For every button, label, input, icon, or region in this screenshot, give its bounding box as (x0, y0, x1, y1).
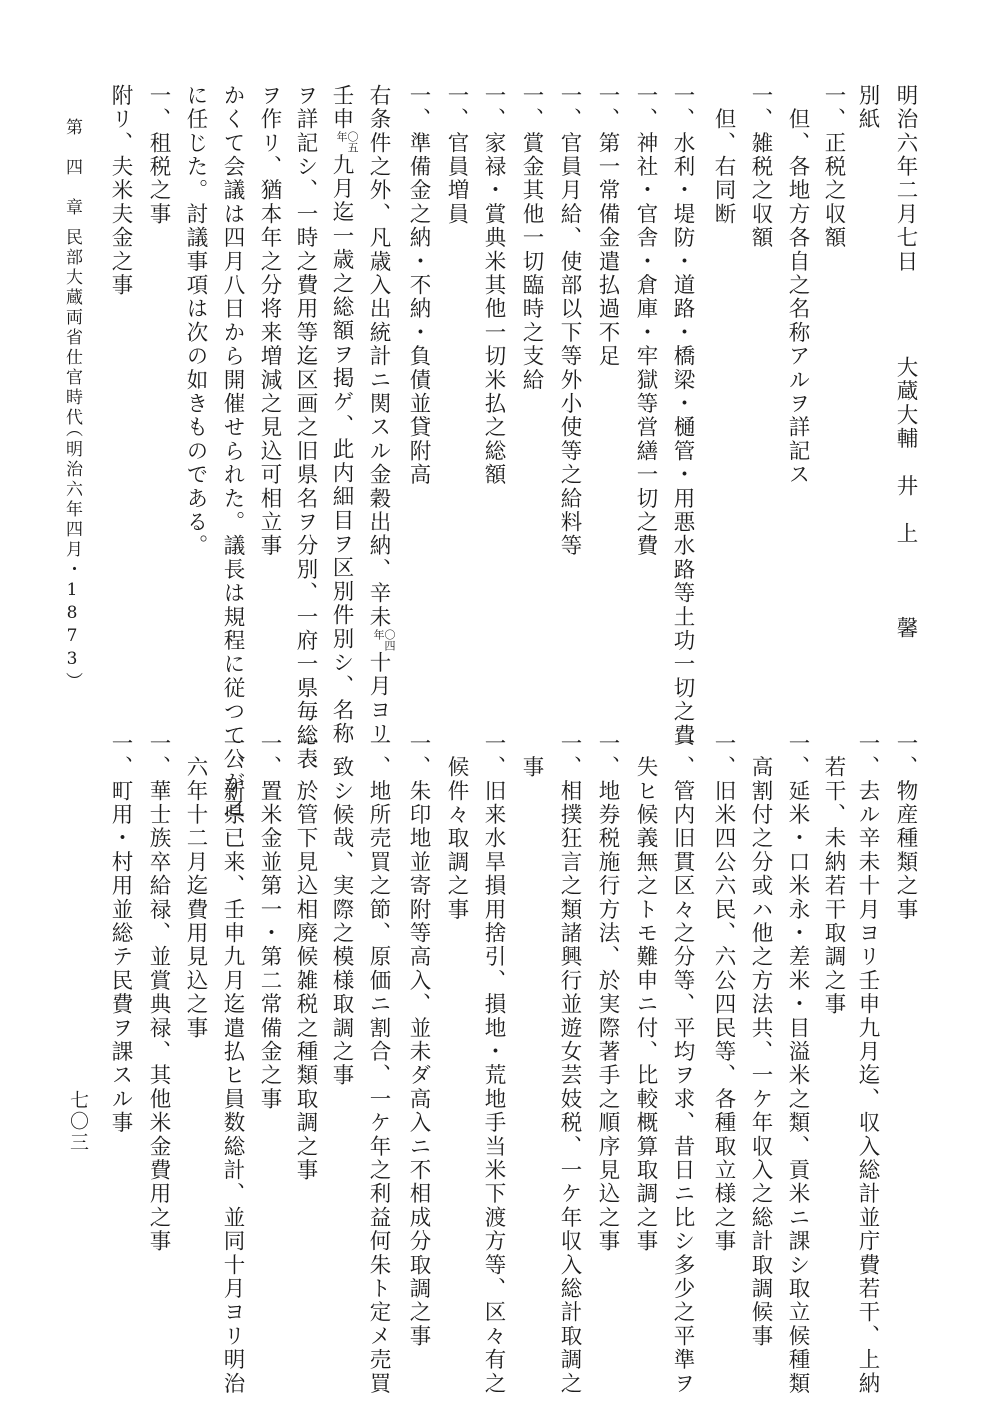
lower-line-1: 一、物産種類之事 (893, 732, 918, 922)
lower-line-19: 一、新県已来、壬申九月迄遣払ヒ員数総計、並同十月ヨリ明治 (220, 732, 245, 1396)
para-line-2 (326, 84, 358, 746)
upper-line-3: 一、雑税之収額 (748, 84, 773, 250)
agenda-item-2: 附リ、夫米夫金之事 (108, 84, 133, 298)
para-line-3: ヲ詳記シ、一時之費用等迄区画之旧県名ヲ分別、一府一県毎総表 (293, 84, 318, 772)
upper-line-7: 一、第一常備金遣払過不足 (595, 84, 620, 369)
lower-line-14: 一、朱印地並寄附等高入、並未ダ高入ニ不相成分取調之事 (406, 732, 431, 1349)
narrative-line-2: に任じた。討議事項は次の如きものである。 (183, 84, 208, 558)
narrative-line-1: かくて会議は四月八日から開催せられた。議長は規程に従つて公が之 (220, 84, 245, 819)
chapter-title: 民部大蔵両省仕官時代 (62, 228, 82, 428)
lower-line-13: 候件々取調之事 (444, 732, 469, 922)
letter-date: 明治六年二月七日 (893, 84, 918, 274)
lower-line-5: 高割付之分或ハ他之方法共、一ケ年収入之総計取調候事 (748, 732, 773, 1349)
lower-line-10: 一、相撲狂言之類諸興行並遊女芸妓税、一ケ年収入総計取調之 (557, 732, 582, 1396)
lower-line-20: 六年十二月迄費用見込之事 (183, 732, 208, 1041)
upper-line-12: 一、準備金之納・不納・負債並貸附高 (406, 84, 431, 487)
lower-line-6: 一、旧米四公六民、六公四民等、各種取立様之事 (711, 732, 736, 1254)
lower-line-7: 一、管内旧貫区々之分等、平均ヲ求、昔日ニ比シ多少之平準ヲ (670, 732, 695, 1396)
agenda-item-1: 一、租税之事 (146, 84, 171, 227)
lower-line-9: 一、地券税施行方法、於実際著手之順序見込之事 (595, 732, 620, 1254)
upper-line-10: 一、家禄・賞典米其他一切米払之総額 (481, 84, 506, 487)
upper-line-6: 一、神社・官舎・倉庫・牢獄等営繕一切之費 (633, 84, 658, 558)
era-note-2: 〇五 年 (335, 131, 359, 154)
para-line-1-tail: 十月ヨリ (366, 651, 391, 746)
lower-line-17: 一、於管下見込相廃候雑税之種類取調之事 (293, 732, 318, 1183)
lower-line-15: 一、地所売買之節、原価ニ割合、一ケ年之利益何朱ト定メ売買 (366, 732, 391, 1396)
lower-line-21: 一、華士族卒給禄、並賞典禄、其他米金費用之事 (146, 732, 171, 1254)
attachment-heading: 別紙 (855, 84, 880, 132)
lower-line-12: 一、旧来水旱損用捨引、損地・荒地手当米下渡方等、区々有之 (481, 732, 506, 1396)
lower-line-4: 一、延米・口米永・差米・目溢米之類、貢米ニ課シ取立候種類 (785, 732, 810, 1396)
lower-line-16: 致シ候哉、実際之模様取調之事 (329, 732, 354, 1088)
letter-sender: 大蔵大輔 井 上 馨 (893, 356, 918, 641)
para-line-1-text: 右条件之外、凡歳入出統計ニ関スル金穀出納、辛未 (366, 84, 391, 630)
page-number: 七〇三 (67, 1090, 89, 1153)
lower-line-18: 一、置米金並第一・第二常備金之事 (257, 732, 282, 1112)
para-line-1 (363, 84, 395, 746)
upper-line-4: 但、右同断 (711, 84, 736, 227)
lower-line-3: 若干、未納若干取調之事 (821, 732, 846, 1017)
upper-line-5: 一、水利・堤防・道路・橋梁・樋管・用悪水路等土功一切之費 (670, 84, 695, 748)
era-note-1: 〇四 年 (372, 629, 396, 652)
lower-line-8: 失ヒ候義無之トモ難申ニ付、比較概算取調之事 (633, 732, 658, 1254)
lower-line-11: 事 (519, 732, 544, 780)
lower-line-2: 一、去ル辛未十月ヨリ壬申九月迄、収入総計並庁費若干、上納 (855, 732, 880, 1396)
para-line-2-text: 九月迄一歳之総額ヲ掲ゲ、此内細目ヲ区別件別シ、名称 (329, 153, 354, 746)
upper-line-9: 一、賞金其他一切臨時之支給 (519, 84, 544, 393)
para-line-2-head: 壬申 (329, 84, 354, 132)
upper-line-8: 一、官員月給、使部以下等外小使等之給料等 (557, 84, 582, 558)
upper-line-1: 一、正税之収額 (821, 84, 846, 250)
lower-line-22: 一、町用・村用並総テ民費ヲ課スル事 (108, 732, 133, 1135)
upper-line-2: 但、各地方各自之名称アルヲ詳記ス (785, 84, 810, 487)
upper-line-11: 一、官員増員 (444, 84, 469, 227)
chapter-date: （明治六年四月・1873） (62, 420, 82, 692)
para-line-4: ヲ作リ、猶本年之分将来増減之見込可相立事 (257, 84, 282, 558)
chapter-label: 第 四 章 (62, 118, 82, 218)
